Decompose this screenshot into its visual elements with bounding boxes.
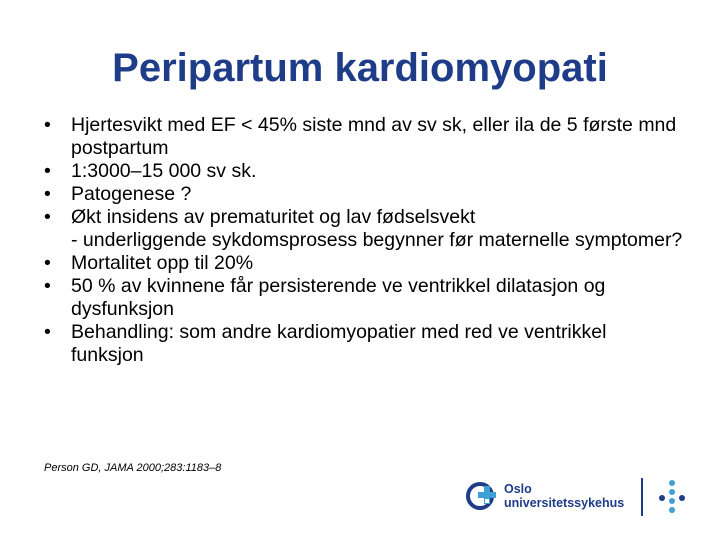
bullet-item xyxy=(44,183,684,206)
dot-cross-icon xyxy=(656,478,688,518)
slide-title: Peripartum kardiomyopati xyxy=(112,46,608,90)
bullet-item xyxy=(44,160,684,183)
bullet-icon: • xyxy=(44,183,51,205)
logo-text xyxy=(504,482,624,510)
bullet-icon: • xyxy=(44,252,51,274)
logo-line-2: universitetssykehus xyxy=(504,496,625,510)
cross-logo-icon xyxy=(466,480,498,512)
bullet-text: Patogenese ? xyxy=(71,183,192,205)
bullet-icon: • xyxy=(44,275,51,297)
bullet-icon: • xyxy=(44,114,51,136)
bullet-item xyxy=(44,321,684,367)
bullet-icon: • xyxy=(44,206,51,228)
bullet-item xyxy=(44,275,684,321)
bullet-item xyxy=(44,206,684,252)
bullet-icon: • xyxy=(44,321,51,343)
bullet-text: Økt insidens av prematuritet og lav fødselsvekt xyxy=(71,206,476,228)
bullet-list xyxy=(44,114,684,367)
bullet-icon: • xyxy=(44,160,51,182)
bullet-text: 1:3000–15 000 sv sk. xyxy=(71,160,257,182)
logo-line-1: Oslo xyxy=(504,482,532,496)
bullet-text: Mortalitet opp til 20% xyxy=(71,252,254,274)
hospital-logo xyxy=(466,478,706,518)
bullet-text: 50 % av kvinnene får persisterende ve ventrikkel dilatasjon og dysfunksjon xyxy=(71,275,606,320)
bullet-item xyxy=(44,114,684,160)
bullet-subtext: - underliggende sykdomsprosess begynner før maternelle symptomer? xyxy=(71,229,683,251)
logo-divider xyxy=(641,478,643,516)
bullet-text: Behandling: som andre kardiomyopatier med red ve ventrikkel funksjon xyxy=(71,321,607,366)
bullet-text: Hjertesvikt med EF < 45% siste mnd av sv sk, eller ila de 5 første mnd postpartum xyxy=(71,114,677,159)
bullet-item xyxy=(44,252,684,275)
reference-citation: Person GD, JAMA 2000;283:1183–8 xyxy=(44,462,222,474)
